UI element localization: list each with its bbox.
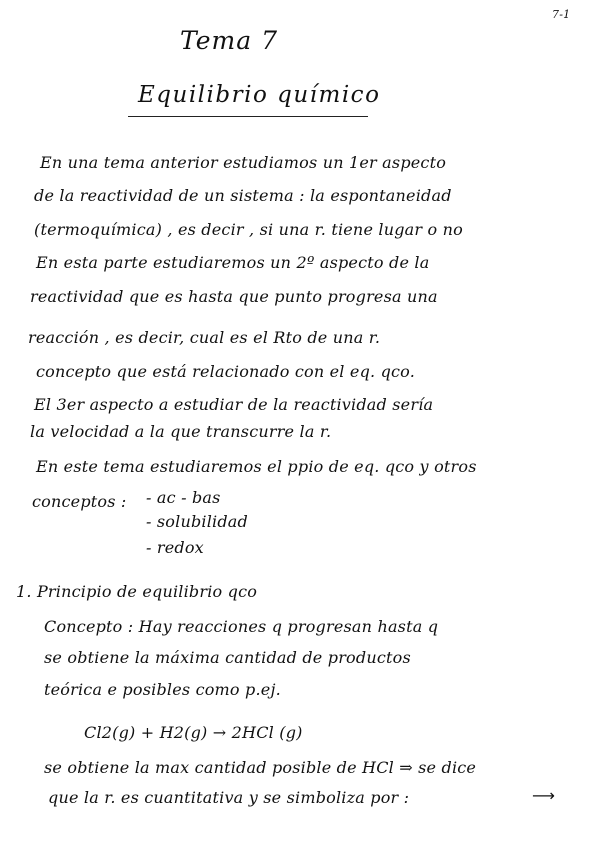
concept-item: - redox <box>146 538 204 557</box>
page-subtitle: Equilibrio químico <box>138 82 381 108</box>
intro-line: En este tema estudiaremos el ppio de eq. qco y otros <box>36 457 477 476</box>
section-line: que la r. es cuantitativa y se simboliza por : <box>48 788 410 807</box>
concept-item: - solubilidad <box>146 512 248 531</box>
section-heading: 1. Principio de equilibrio qco <box>16 582 258 601</box>
concepts-label: conceptos : <box>32 492 127 511</box>
intro-line: la velocidad a la que transcurre la r. <box>30 422 332 441</box>
section-line: se obtiene la máxima cantidad de productos <box>44 648 411 667</box>
intro-line: de la reactividad de un sistema : la espontaneidad <box>34 186 452 205</box>
intro-line: En esta parte estudiaremos un 2º aspecto de la <box>36 253 430 272</box>
subtitle-underline <box>128 116 368 117</box>
page-title: Tema 7 <box>180 26 278 55</box>
section-line: teórica e posibles como p.ej. <box>44 680 281 699</box>
section-line: se obtiene la max cantidad posible de HCl ⇒ se dice <box>44 758 477 777</box>
intro-line: reactividad que es hasta que punto progresa una <box>30 287 438 306</box>
intro-line: concepto que está relacionado con el eq. qco. <box>36 362 416 381</box>
intro-line: (termoquímica) , es decir , si una r. tiene lugar o no <box>34 220 463 239</box>
reaction-equation: Cl2(g) + H2(g) → 2HCl (g) <box>84 723 303 742</box>
intro-line: En una tema anterior estudiamos un 1er aspecto <box>40 153 447 172</box>
intro-line: reacción , es decir, cual es el Rto de una r. <box>28 328 381 347</box>
intro-line: El 3er aspecto a estudiar de la reactividad sería <box>34 395 434 414</box>
page-number: 7-1 <box>552 8 571 21</box>
section-line: Concepto : Hay reacciones q progresan hasta q <box>44 617 439 636</box>
concept-item: - ac - bas <box>146 488 221 507</box>
arrow-icon: ⟶ <box>532 786 556 805</box>
